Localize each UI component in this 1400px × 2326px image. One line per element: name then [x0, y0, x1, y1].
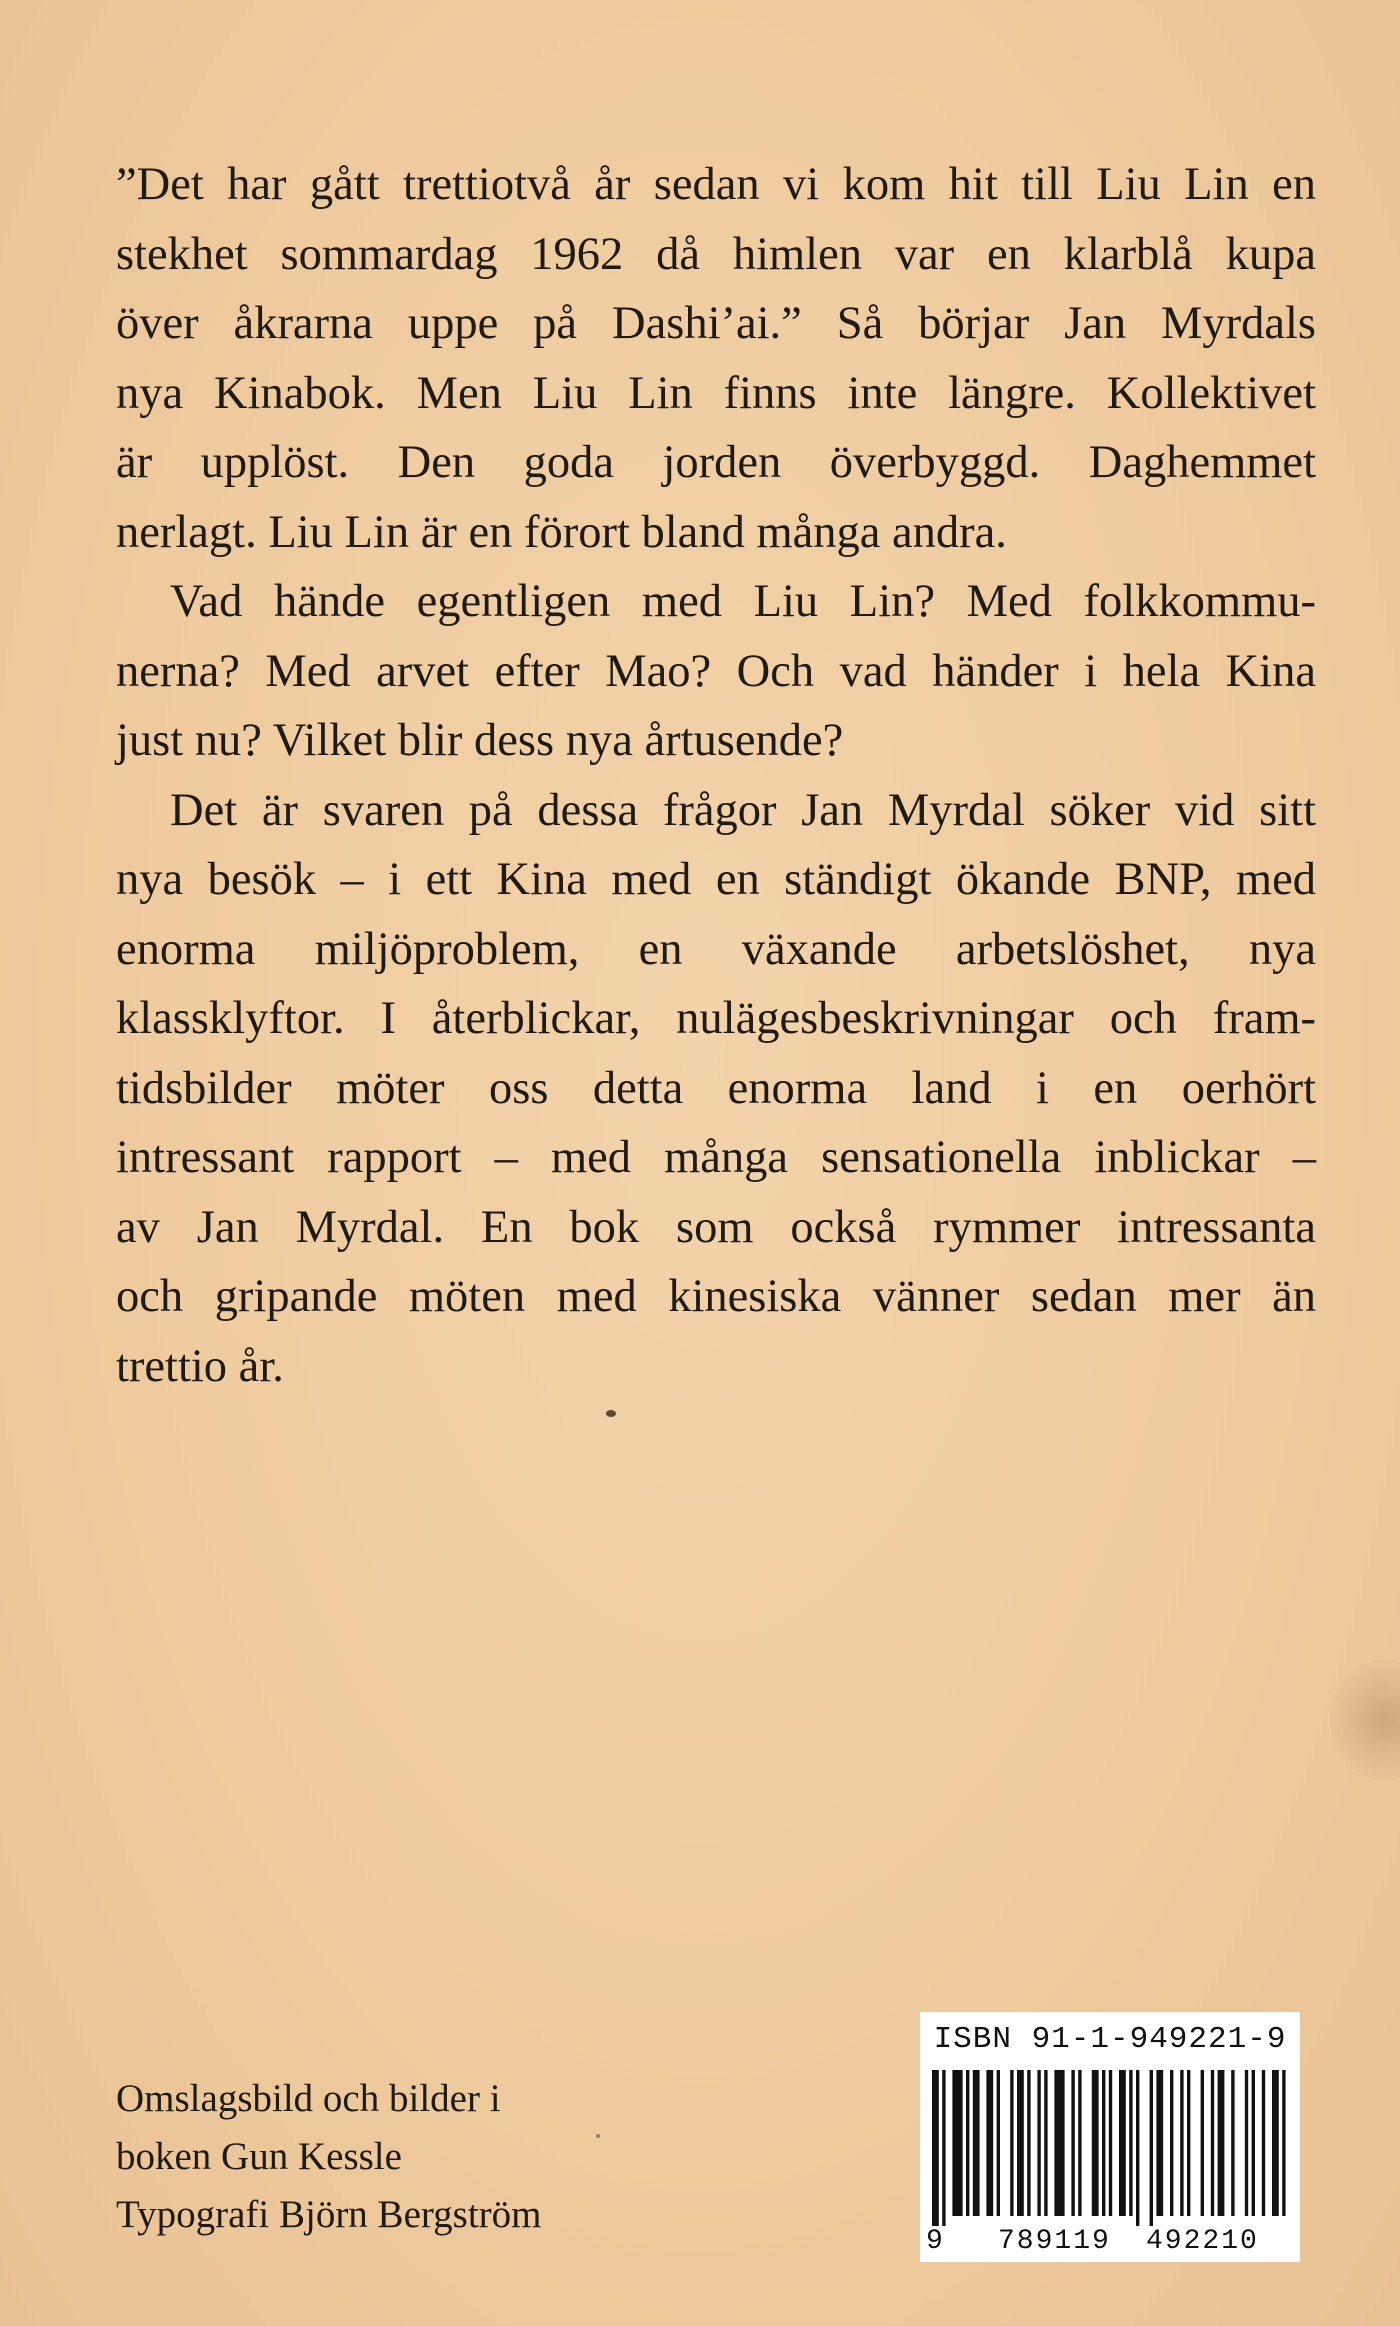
blurb-line: just nu? Vilket blir dess nya årtusende? [116, 715, 844, 766]
barcode-bar [966, 2070, 969, 2216]
blurb-line: nya besök – i ett Kina med en ständigt ökande BNP, med [116, 854, 1316, 905]
barcode-bar [1017, 2070, 1024, 2216]
barcode-bar [1037, 2070, 1040, 2216]
barcode-bar [942, 2070, 945, 2226]
blurb-paragraph-3 [116, 776, 1316, 1402]
barcode-bar [1102, 2070, 1105, 2216]
blurb-line: Det är svaren på dessa frågor Jan Myrdal söker vid sitt [170, 784, 1316, 836]
barcode-bar [1109, 2070, 1112, 2216]
paper-speck [606, 1410, 616, 1417]
barcode-bar [1231, 2070, 1234, 2216]
blurb-line: enorma miljöproblem, en växande arbetslöshet, nya [116, 923, 1316, 975]
barcode-bar [1078, 2070, 1081, 2216]
barcode-bar [1027, 2070, 1030, 2216]
barcode-bar [1187, 2070, 1190, 2216]
barcode-bars [928, 2070, 1292, 2226]
blurb-paragraph-1 [116, 150, 1316, 567]
barcode-bar [1218, 2070, 1225, 2216]
blurb-line: över åkrarna uppe på Dashi’ai.” Så börjar Jan Myrdals [116, 298, 1316, 349]
barcode-bar [1129, 2070, 1132, 2216]
paper-stain [1330, 1660, 1400, 1780]
barcode-bar [1282, 2070, 1285, 2216]
blurb-line: är upplöst. Den goda jorden överbyggd. Daghemmet [116, 437, 1316, 488]
blurb-line: nya Kinabok. Men Liu Lin finns inte längre. Kollektivet [116, 367, 1316, 419]
barcode-bar [1071, 2070, 1074, 2216]
blurb-line: nerlagt. Liu Lin är en förort bland många andra. [116, 506, 1007, 558]
blurb-line: av Jan Myrdal. En bok som också rymmer intressanta [116, 1201, 1316, 1253]
barcode-bar [997, 2070, 1000, 2216]
barcode-bar [1201, 2070, 1204, 2216]
blurb-line: ”Det har gått trettiotvå år sedan vi kom hit till Liu Lin en [116, 159, 1316, 210]
blurb-text [116, 150, 1316, 1401]
barcode-bar [1245, 2070, 1248, 2216]
barcode-bar [1262, 2070, 1265, 2216]
barcode-bar [1170, 2070, 1173, 2216]
barcode-bar [1119, 2070, 1126, 2216]
blurb-line: Vad hände egentligen med Liu Lin? Med folkkommu- [170, 576, 1316, 627]
credit-line-cover-images: Omslagsbild och bilder i [116, 2077, 501, 2120]
barcode-bar [1272, 2070, 1279, 2216]
ean-right-group: 492210 [1146, 2226, 1259, 2257]
credit-line-artist: boken Gun Kessle [116, 2135, 402, 2178]
barcode-bar [973, 2070, 980, 2216]
blurb-line: nerna? Med arvet efter Mao? Och vad händer i hela Kina [116, 645, 1316, 697]
barcode-bar [1054, 2070, 1064, 2216]
credit-line-typography: Typografi Björn Bergström [116, 2193, 542, 2236]
ean-left-group: 789119 [998, 2226, 1111, 2257]
barcode-bar [1156, 2070, 1163, 2216]
barcode-bar [1044, 2070, 1047, 2216]
barcode-bar [1136, 2070, 1139, 2226]
barcode-bar [1010, 2070, 1013, 2216]
barcode-bar [952, 2070, 962, 2216]
blurb-line: intressant rapport – med många sensationella inblickar – [116, 1132, 1316, 1183]
blurb-line: och gripande möten med kinesiska vänner sedan mer än [116, 1271, 1316, 1322]
blurb-line: tidsbilder möter oss detta enorma land i en oerhört [116, 1062, 1316, 1114]
barcode-bar [1092, 2070, 1099, 2216]
blurb-line: stekhet sommardag 1962 då himlen var en klarblå kupa [116, 228, 1316, 280]
barcode-bar [1180, 2070, 1183, 2216]
blurb-line: klassklyftor. I återblickar, nulägesbeskrivningar och fram- [116, 993, 1316, 1044]
barcode-bar [986, 2070, 993, 2216]
blurb-line: trettio år. [116, 1340, 284, 1392]
ean-first-digit: 9 [926, 2226, 943, 2257]
credits [116, 2070, 636, 2244]
barcode-bar [1252, 2070, 1255, 2216]
isbn-barcode [920, 2012, 1300, 2262]
barcode-bar [932, 2070, 939, 2226]
isbn-number: ISBN 91-1-949221-9 [933, 2022, 1287, 2057]
barcode-bar [1150, 2070, 1153, 2226]
barcode-bar [1211, 2070, 1214, 2216]
blurb-paragraph-2 [116, 567, 1316, 776]
